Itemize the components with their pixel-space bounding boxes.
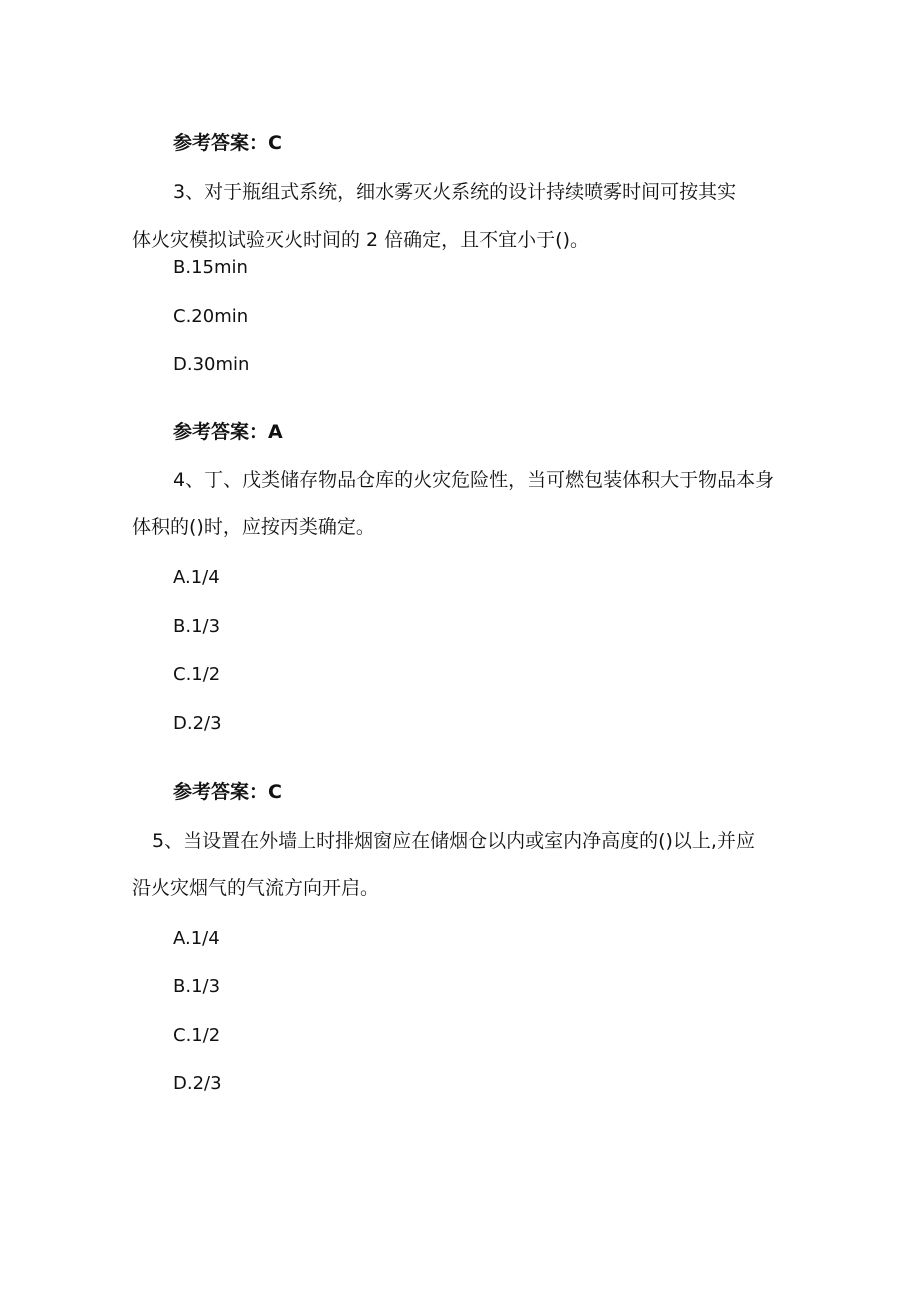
question-4-option-c: C.1/2: [173, 664, 221, 685]
question-5-line-2: 沿火灾烟气的气流方向开启。: [132, 877, 380, 899]
answer-previous: 参考答案：C: [173, 132, 282, 154]
answer-question-3: 参考答案：A: [173, 421, 283, 443]
question-4-option-d: D.2/3: [173, 713, 222, 734]
question-4-option-a: A.1/4: [173, 567, 220, 588]
question-3-option-b: B.15min: [173, 257, 248, 278]
question-3-line-1: 3、对于瓶组式系统，细水雾灭火系统的设计持续喷雾时间可按其实: [173, 181, 737, 203]
question-5-option-b: B.1/3: [173, 976, 221, 997]
question-3-line-2: 体火灾模拟试验灭火时间的 2 倍确定，且不宜小于()。: [132, 229, 589, 251]
question-5-option-d: D.2/3: [173, 1073, 222, 1094]
question-4-line-2: 体积的()时，应按丙类确定。: [132, 516, 375, 538]
question-5-option-a: A.1/4: [173, 928, 220, 949]
question-4-option-b: B.1/3: [173, 616, 221, 637]
question-3-option-d: D.30min: [173, 354, 250, 375]
question-5-line-1: 5、当设置在外墙上时排烟窗应在储烟仓以内或室内净高度的()以上,并应: [152, 830, 755, 852]
question-4-line-1: 4、丁、戊类储存物品仓库的火灾危险性，当可燃包装体积大于物品本身: [173, 469, 775, 491]
answer-question-4: 参考答案：C: [173, 781, 282, 803]
question-5-option-c: C.1/2: [173, 1025, 221, 1046]
question-3-option-c: C.20min: [173, 306, 249, 327]
